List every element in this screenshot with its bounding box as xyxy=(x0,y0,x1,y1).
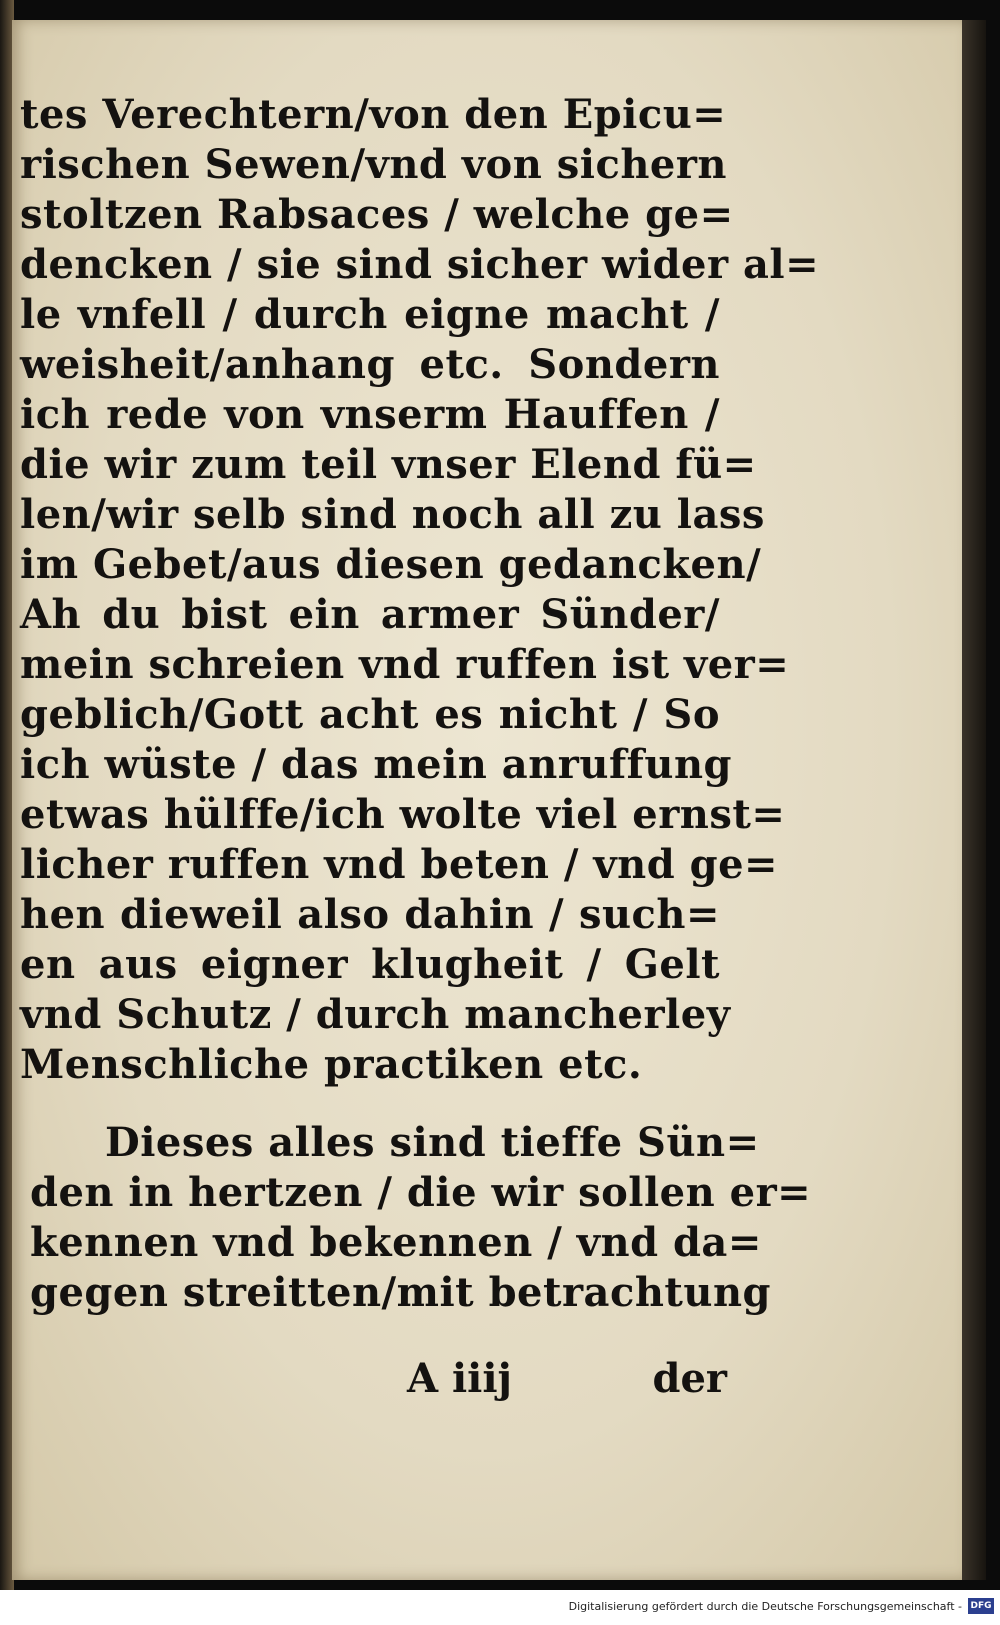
text-line: len/wir selb sind noch all zu lass xyxy=(20,491,765,538)
text-line: stoltzen Rabsaces / welche ge= xyxy=(20,191,734,238)
text-line: dencken / sie sind sicher wider al= xyxy=(20,241,820,288)
text-line: Ah du bist ein armer Sünder/ xyxy=(20,591,720,638)
paragraph-1 xyxy=(20,90,820,1090)
text-line-indented: Dieses alles sind tieffe Sün= xyxy=(105,1119,760,1166)
text-line: ich wüste / das mein anruffung xyxy=(20,741,732,788)
signature-mark: A iiij xyxy=(407,1355,513,1402)
text-line: tes Verechtern/von den Epicu= xyxy=(20,91,727,138)
page-edge-shadow xyxy=(962,20,986,1580)
text-line: hen dieweil also dahin / such= xyxy=(20,891,720,938)
book-page xyxy=(12,20,964,1580)
text-line: vnd Schutz / durch mancherley xyxy=(20,991,731,1038)
text-line: geblich/Gott acht es nicht / So xyxy=(20,691,720,738)
text-line: licher ruffen vnd beten / vnd ge= xyxy=(20,841,779,888)
text-line: mein schreien vnd ruffen ist ver= xyxy=(20,641,790,688)
text-line: en aus eigner klugheit / Gelt xyxy=(20,941,720,988)
text-line: kennen vnd bekennen / vnd da= xyxy=(30,1219,762,1266)
paragraph-2 xyxy=(30,1118,812,1318)
text-line: gegen streitten/mit betrachtung xyxy=(30,1269,772,1316)
funding-credit: Digitalisierung gefördert durch die Deutsche Forschungsgemeinschaft - xyxy=(568,1600,962,1613)
text-line: etwas hülffe/ich wolte viel ernst= xyxy=(20,791,786,838)
text-line: den in hertzen / die wir sollen er= xyxy=(30,1169,812,1216)
text-line: rischen Sewen/vnd von sichern xyxy=(20,141,727,188)
text-line: im Gebet/aus diesen gedancken/ xyxy=(20,541,762,588)
text-line: le vnfell / durch eigne macht / xyxy=(20,291,720,338)
dfg-logo-icon: DFG xyxy=(968,1598,994,1614)
text-line: die wir zum teil vnser Elend fü= xyxy=(20,441,757,488)
text-line: weisheit/anhang etc. Sondern xyxy=(20,341,720,388)
text-line: ich rede von vnserm Hauffen / xyxy=(20,391,720,438)
text-line-last: Menschliche practiken etc. xyxy=(20,1041,643,1088)
catchword: der xyxy=(652,1355,727,1402)
page-footer-line xyxy=(407,1353,727,1405)
digitization-footer xyxy=(0,1590,1000,1625)
